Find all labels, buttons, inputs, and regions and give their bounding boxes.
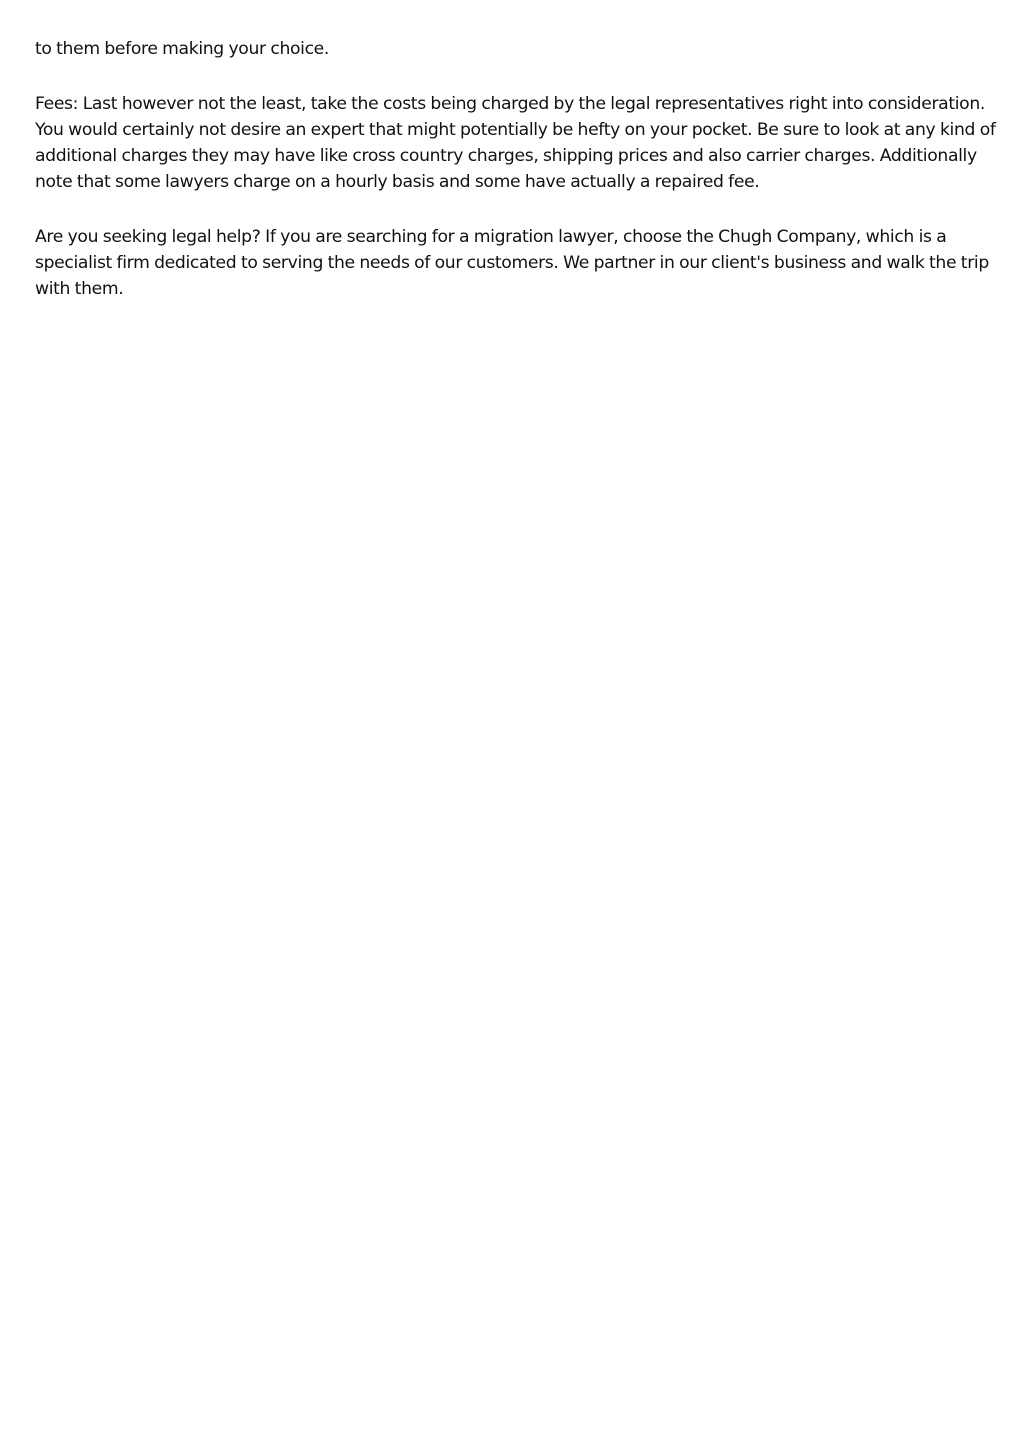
paragraph-fees: Fees: Last however not the least, take the costs being charged by the legal representatives right into consideration. You would certainly not desire an expert that might potentially be hefty on your pocket. Be sure to look at any kind of additional charges they may have like cross country charges, shipping prices and also carrier charges. Additionally note that some lawyers charge on a hourly basis and some have actually a repaired fee. — [35, 94, 996, 192]
document-page — [35, 36, 1000, 331]
paragraph-legal-help: Are you seeking legal help? If you are searching for a migration lawyer, choose the Chugh Company, which is a specialist firm dedicated to serving the needs of our customers. We partner in our client's business and walk the trip with them. — [35, 227, 989, 299]
paragraph-choice-continuation: to them before making your choice. — [35, 39, 330, 59]
